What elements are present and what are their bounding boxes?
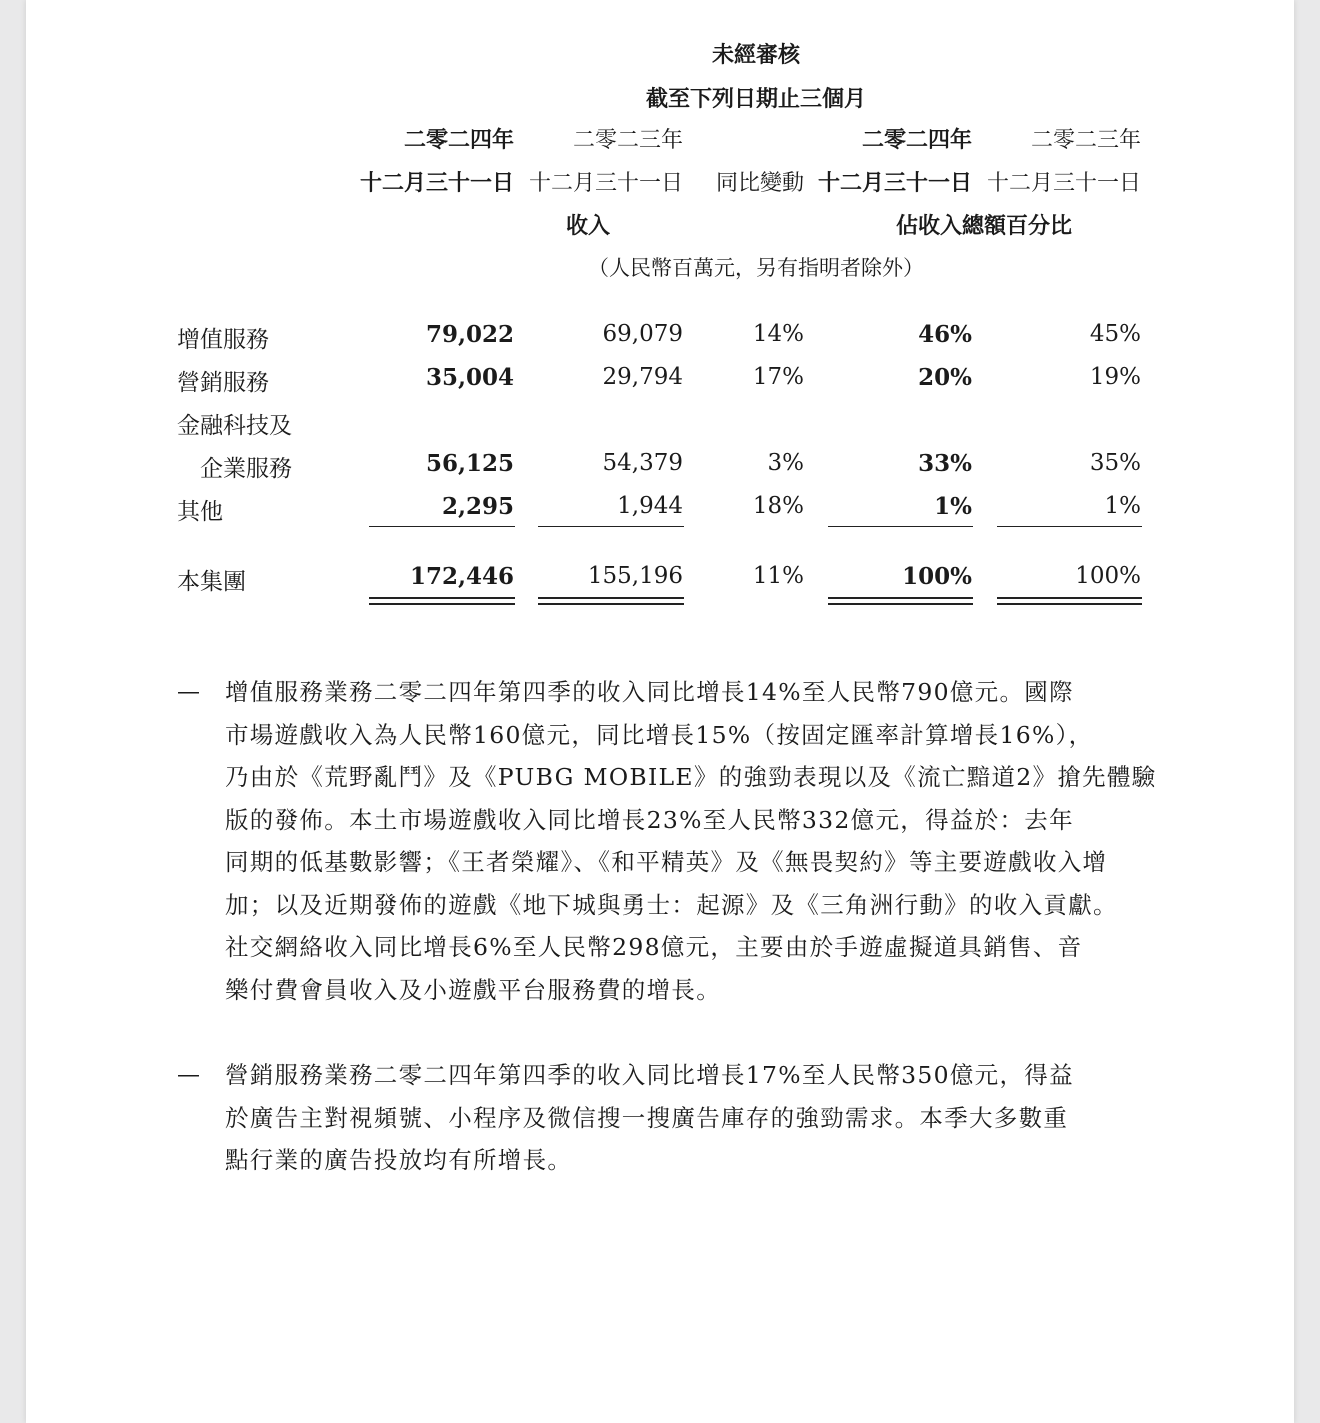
row-rev-2024: 56,125: [425, 450, 514, 477]
paragraph-line: 版的發佈。本土市場遊戲收入同比增長23%至人民幣332億元，得益於：去年: [225, 805, 1074, 834]
col-pct-2024-year: 二零二四年: [861, 128, 972, 153]
col-rev-2024-year: 二零二四年: [403, 128, 514, 153]
bullet-dash: —: [177, 1062, 200, 1088]
subtotal-rule: [538, 526, 684, 527]
row-label: 營銷服務: [177, 370, 269, 396]
paragraph-line: 同期的低基數影響；《王者榮耀》、《和平精英》及《無畏契約》等主要遊戲收入增: [225, 848, 1108, 876]
row-rev-2023: 1,944: [617, 493, 683, 519]
total-double-rule: [369, 597, 515, 605]
total-yoy: 11%: [752, 563, 804, 589]
col-pct-2023-date: 十二月三十一日: [986, 171, 1141, 196]
paragraph-line: 社交網絡收入同比增長6%至人民幣298億元，主要由於手遊虛擬道具銷售、音: [225, 933, 1083, 961]
paragraph-line: 乃由於《荒野亂鬥》及《PUBG MOBILE》的強勁表現以及《流亡黯道2》搶先體驗: [225, 763, 1157, 791]
col-rev-2024-date: 十二月三十一日: [359, 171, 514, 196]
subtotal-rule: [369, 526, 515, 527]
bullet-paragraph: [225, 1054, 1074, 1182]
unit-note: （人民幣百萬元，另有指明者除外）: [588, 256, 924, 280]
row-rev-2023: 69,079: [602, 321, 683, 347]
row-yoy: 3%: [767, 450, 804, 476]
col-rev-2023-year: 二零二三年: [572, 128, 683, 153]
subtotal-rule: [997, 526, 1142, 527]
row-pct-2023: 1%: [1104, 493, 1141, 519]
bullet-paragraph: [225, 671, 1157, 1011]
total-double-rule: [997, 597, 1142, 605]
pct-total-heading: 佔收入總額百分比: [895, 214, 1073, 239]
bullet-dash: —: [177, 679, 200, 705]
row-pct-2023: 45%: [1089, 321, 1141, 347]
row-pct-2024: 1%: [934, 493, 972, 520]
row-rev-2023: 54,379: [602, 450, 683, 476]
document-page: [26, 0, 1294, 1423]
col-yoy-heading: 同比變動: [715, 171, 804, 196]
period-heading: 截至下列日期止三個月: [645, 87, 867, 112]
row-pct-2023: 35%: [1089, 450, 1141, 476]
row-yoy: 18%: [752, 493, 804, 519]
row-pct-2024: 33%: [918, 450, 972, 477]
row-label: 金融科技及: [177, 413, 292, 439]
row-rev-2024: 35,004: [425, 364, 514, 391]
row-pct-2023: 19%: [1089, 364, 1141, 390]
total-pct-2024: 100%: [902, 563, 972, 590]
paragraph-line: 點行業的廣告投放均有所增長。: [225, 1146, 573, 1174]
total-double-rule: [828, 597, 973, 605]
revenue-heading: 收入: [565, 214, 611, 239]
row-pct-2024: 46%: [918, 321, 972, 348]
row-label: 增值服務: [177, 327, 269, 353]
paragraph-line: 市場遊戲收入為人民幣160億元，同比增長15%（按固定匯率計算增長16%），: [225, 720, 1094, 749]
total-rev-2023: 155,196: [587, 563, 683, 589]
col-rev-2023-date: 十二月三十一日: [528, 171, 683, 196]
col-pct-2024-date: 十二月三十一日: [817, 171, 972, 196]
subtotal-rule: [828, 526, 973, 527]
paragraph-line: 加；以及近期發佈的遊戲《地下城與勇士：起源》及《三角洲行動》的收入貢獻。: [225, 890, 1118, 919]
row-pct-2024: 20%: [918, 364, 972, 391]
paragraph-line: 營銷服務業務二零二四年第四季的收入同比增長17%至人民幣350億元，得益: [225, 1061, 1074, 1089]
row-label: 其他: [177, 499, 223, 525]
total-pct-2023: 100%: [1075, 563, 1141, 589]
total-rev-2024: 172,446: [409, 563, 514, 590]
paragraph-line: 樂付費會員收入及小遊戲平台服務費的增長。: [225, 975, 721, 1004]
unaudited-heading: 未經審核: [711, 43, 801, 68]
row-rev-2024: 2,295: [441, 493, 514, 520]
col-pct-2023-year: 二零二三年: [1030, 128, 1141, 153]
row-rev-2024: 79,022: [425, 321, 514, 348]
row-label-continued: 企業服務: [200, 456, 292, 482]
paragraph-line: 增值服務業務二零二四年第四季的收入同比增長14%至人民幣790億元。國際: [225, 678, 1074, 706]
row-rev-2023: 29,794: [602, 364, 683, 390]
paragraph-line: 於廣告主對視頻號、小程序及微信搜一搜廣告庫存的強勁需求。本季大多數重: [225, 1103, 1069, 1132]
total-label: 本集團: [177, 569, 246, 595]
total-double-rule: [538, 597, 684, 605]
row-yoy: 17%: [752, 364, 804, 390]
row-yoy: 14%: [752, 321, 804, 347]
